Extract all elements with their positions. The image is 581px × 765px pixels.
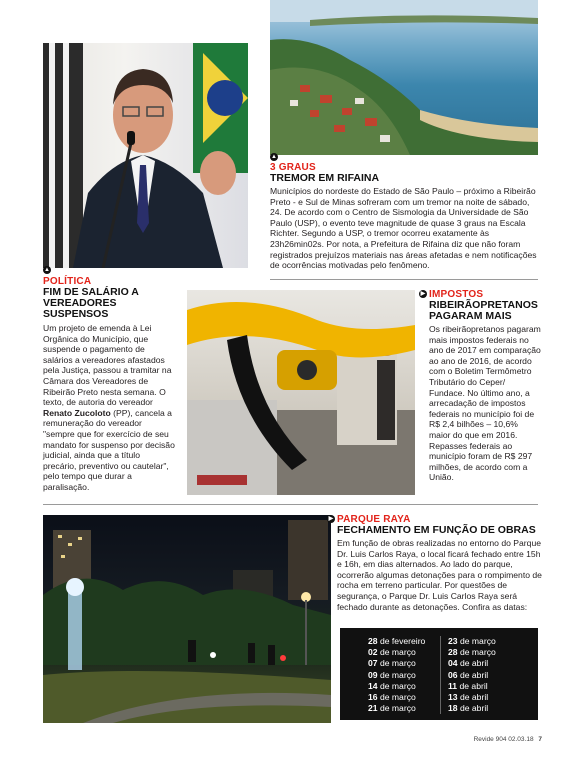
date-month: de março [379,658,416,669]
date-row [368,658,425,669]
parque-kicker-label: PARQUE RAYA [337,514,411,525]
politica-body [43,323,175,493]
date-day: 18 [448,703,458,714]
date-day: 06 [448,669,458,680]
rifaina-illustration [270,0,538,155]
tremor-kicker: 3 GRAUS [270,162,316,173]
page-number: 7 [538,736,542,743]
date-day: 04 [448,658,458,669]
arrow-up-icon: ▲ [44,267,50,273]
date-month: de março [379,680,416,691]
parque-article [327,514,543,612]
park-illustration [43,515,331,723]
dates-right-column [448,636,496,714]
politica-article [43,276,175,493]
tremor-article [270,162,540,271]
parque-headline: FECHAMENTO EM FUNÇÃO DE OBRAS [337,524,536,536]
date-month: de março [379,647,416,658]
date-month: de abril [459,703,489,714]
date-month: de abril [459,680,488,691]
date-month: de março [379,692,416,703]
date-row [448,703,496,714]
date-day: 07 [368,658,378,669]
dates-divider [440,636,441,714]
date-row [368,670,425,681]
date-month: de abril [459,669,489,680]
date-month: de março [459,647,496,658]
issue-label: Revide 904 02.03.18 [473,736,534,743]
arrow-right-icon: ▶ [420,291,426,298]
date-day: 11 [448,680,458,691]
politician-photo [43,43,248,268]
page-footer [470,736,542,743]
date-month: de março [379,669,416,680]
date-row [448,670,496,681]
politica-headline-line-2: VEREADORES SUSPENSOS [43,297,117,320]
date-month: de março [459,636,496,646]
date-row [448,636,496,647]
politica-body-name: Renato Zucoloto [43,407,111,418]
date-day: 21 [368,703,378,714]
date-row [448,681,496,692]
date-day: 09 [368,669,378,680]
date-row [448,658,496,669]
divider-line [43,504,538,505]
dates-box [340,628,538,720]
date-row [368,647,425,658]
date-row [368,692,425,703]
dates-left-column [368,636,425,714]
impostos-article [419,289,541,483]
date-row [368,681,425,692]
tremor-body: Municípios do nordeste do Estado de São Paulo – próximo a Ribeirão Preto - e Sul de Minas sofreram com um tremor na noite de sábado, 24. De acordo com o Centro de Sismologia da Universidade de São Paulo (USP), o evento teve magnitude de quase 3 graus na Escala Richter. Segundo a USP, o tremor ocorreu exatamente às 23h26min02s. Por nota, a Prefeitura de Rifaina diz que não foram registrados prejuízos materiais nas áreas afetadas e nem notificações de ocorrências motivadas pelo fenômeno. [270,186,537,271]
date-row [448,647,496,658]
date-day: 14 [368,680,378,691]
impostos-body: Os ribeirãopretanos pagaram mais impostos federais no ano de 2017 em comparação ao ano de 2016, de acordo com o Boletim Termômetro Tributário do Ceper/ Fundace. No último ano, a arrecadação de impostos federais no município foi de R$ 2,4 bilhões – 10,6% maior do que em 2016. Repasses federais ao município foram de R$ 297 milhões, de acordo com a União. [429,324,541,483]
divider-line [270,279,538,280]
politica-kicker: POLÍTICA [43,276,92,287]
parque-body: Em função de obras realizadas no entorno do Parque Dr. Luis Carlos Raya, o local ficará fechado entre 15h e 16h, em dias alternados. Ao lado do parque, ocorrerão algumas detonações para o rompimento de rocha em terreno particular. Por questões de segurança, o Parque Dr. Luis Carlos Raya será fechado durante as detonações. Confira as datas: [337,538,542,612]
impostos-kicker-label: IMPOSTOS [429,289,484,300]
date-row [448,692,496,703]
impostos-headline-line-2: PAGARAM MAIS [429,310,512,322]
politica-headline-line-1: FIM DE SALÁRIO A [43,286,139,298]
politica-body-part-2: (PP), cancela a remuneração do vereador "sempre que for exercício de seu mandato for suspenso por decisão judicial, ainda que a título precário, preventivo ou cautelar", pelo tempo que durar a paralisação. [43,407,175,492]
date-day: 23 [448,636,458,646]
rifaina-aerial-photo [270,0,538,155]
date-day: 13 [448,692,458,703]
date-day: 16 [368,692,378,703]
impostos-headline-line-1: RIBEIRÃOPRETANOS [429,299,538,311]
date-month: de março [379,703,416,714]
date-month: de abril [459,658,489,669]
date-day: 28 [368,636,378,646]
date-month: de fevereiro [379,636,426,646]
date-row [368,636,425,647]
politician-illustration [43,43,248,268]
date-day: 02 [368,647,378,658]
fuel-pump-photo [187,290,415,495]
politica-body-part-1: Um projeto de emenda à Lei Orgânica do Município, que suspende o pagamento de salários a vereadores afastados pela Justiça, passou a tramitar na Câmara dos Vereadores de Ribeirão Preto nesta semana. O texto, de autoria do vereador [43,323,172,408]
arrow-up-icon: ▲ [271,154,277,160]
tremor-headline: TREMOR EM RIFAINA [270,172,380,184]
fuel-pump-illustration [187,290,415,495]
date-day: 28 [448,647,458,658]
arrow-right-icon: ▶ [328,516,334,523]
date-row [368,703,425,714]
park-night-photo [43,515,331,723]
date-month: de abril [459,692,489,703]
